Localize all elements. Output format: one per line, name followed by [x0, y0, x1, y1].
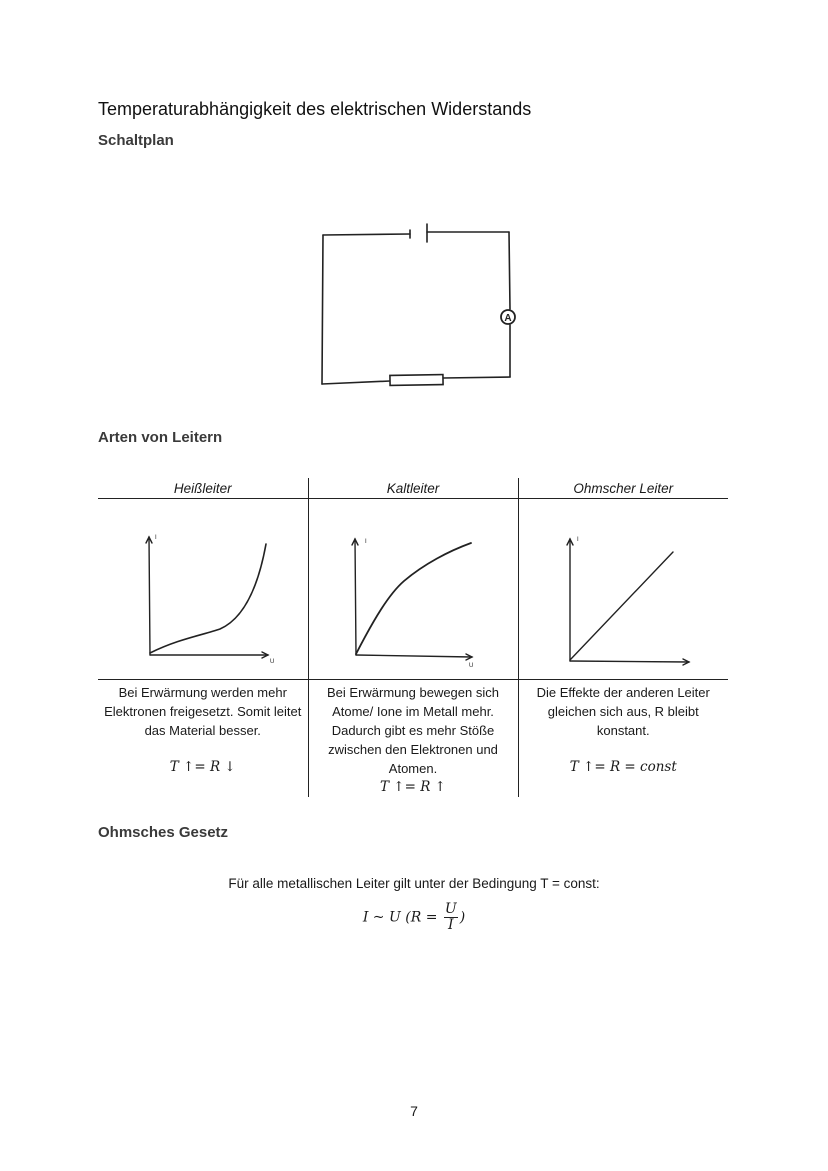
- circuit-wire-bottom-right: [443, 377, 510, 378]
- description-cell-heissleiter: [98, 680, 308, 798]
- circuit-heading: Schaltplan: [98, 132, 174, 149]
- x-axis-label: U: [468, 663, 473, 669]
- graph-cell-kaltleiter: [308, 499, 518, 680]
- y-axis-label: I: [364, 539, 367, 545]
- description-kaltleiter: Bei Erwärmung bewegen sich Atome/ Ione im Metall mehr. Dadurch gibt es mehr Stöße zwischen den Elektronen und Atomen.: [327, 685, 499, 776]
- characteristic-curve-saturating: [356, 543, 471, 654]
- resistor: [390, 375, 443, 386]
- graph-cell-ohmscher-leiter: [518, 499, 728, 680]
- circuit-diagram: [300, 205, 540, 400]
- y-axis: [355, 539, 356, 655]
- circuit-wire-left: [322, 235, 323, 384]
- ohm-law-statement: Für alle metallischen Leiter gilt unter der Bedingung T = const:: [228, 876, 600, 891]
- circuit-wire-bottom-left: [322, 381, 390, 384]
- ammeter-label: A: [504, 313, 512, 324]
- circuit-wire-top-left: [323, 234, 410, 235]
- document-title: Temperaturabhängigkeit des elektrischen Widerstands: [98, 99, 532, 119]
- ohm-law-denominator: I: [448, 917, 454, 933]
- y-axis: [149, 537, 150, 655]
- x-axis: [356, 655, 472, 657]
- page-number: 7: [410, 1103, 418, 1119]
- graph-cell-heissleiter: [98, 499, 308, 680]
- y-axis-label: I: [155, 535, 157, 541]
- description-ohmscher-leiter: Die Effekte der anderen Leiter gleichen sich aus, R bleibt konstant.: [536, 685, 710, 738]
- column-heading-heissleiter: Heißleiter: [98, 478, 308, 499]
- description-heissleiter: Bei Erwärmung werden mehr Elektronen freigesetzt. Somit leitet das Material besser.: [104, 685, 302, 738]
- ohmscher-leiter-graph: [519, 499, 729, 679]
- x-axis-label: U: [270, 659, 275, 665]
- conductor-types-table: [98, 478, 728, 797]
- column-heading-kaltleiter: Kaltleiter: [308, 478, 518, 499]
- characteristic-curve-linear: [570, 552, 673, 660]
- heissleiter-graph: [98, 499, 307, 679]
- description-cell-kaltleiter: [308, 680, 518, 798]
- formula-heissleiter: T ↑= R ↓: [169, 759, 236, 775]
- formula-kaltleiter: T ↑= R ↑: [380, 779, 446, 795]
- ohm-law-numerator: U: [444, 901, 457, 917]
- circuit-wire-right-upper: [509, 232, 510, 309]
- ohm-law-suffix: ): [459, 909, 466, 926]
- formula-ohmscher-leiter: T ↑= R = const: [569, 759, 677, 775]
- x-axis: [570, 661, 689, 662]
- ohm-law-fraction: [444, 902, 458, 933]
- description-cell-ohmscher-leiter: [518, 680, 728, 798]
- ohm-law-formula: [0, 902, 828, 933]
- y-axis-label: I: [576, 537, 579, 543]
- ohm-law-heading: Ohmsches Gesetz: [98, 824, 229, 841]
- column-heading-ohmscher-leiter: Ohmscher Leiter: [518, 478, 728, 499]
- kaltleiter-graph: [309, 499, 518, 679]
- characteristic-curve-exponential: [150, 544, 266, 653]
- ohm-law-prefix: I ~ U (R =: [362, 909, 438, 926]
- conductors-heading: Arten von Leitern: [98, 429, 223, 446]
